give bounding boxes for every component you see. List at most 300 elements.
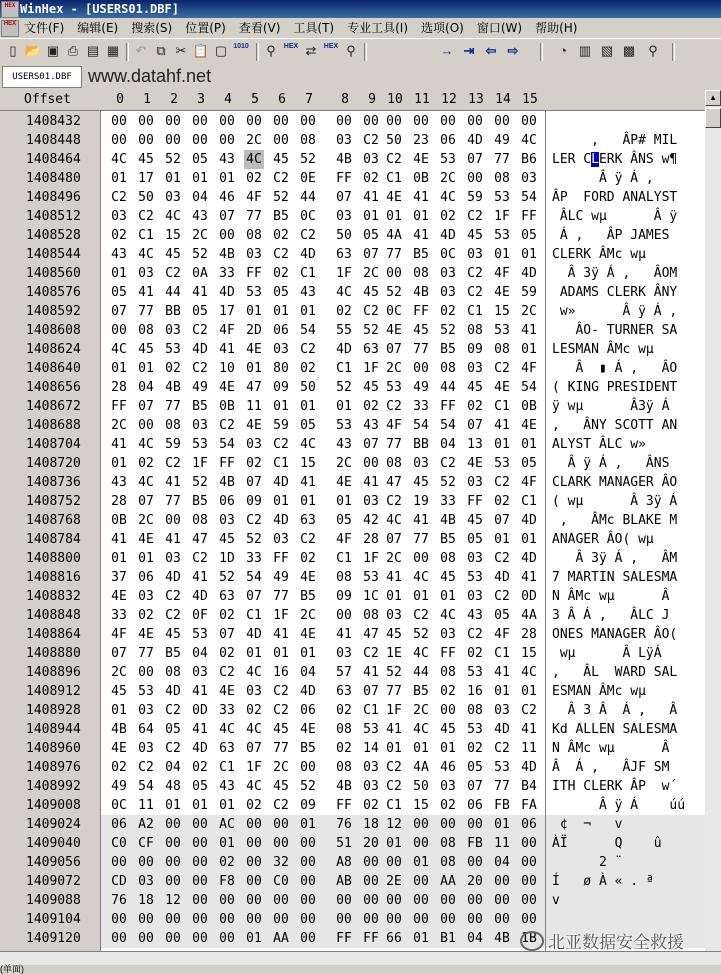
- hex-byte[interactable]: 00: [440, 114, 456, 129]
- hex-byte[interactable]: 0C: [111, 798, 127, 813]
- hex-byte[interactable]: 45: [440, 722, 456, 737]
- hex-byte[interactable]: C2: [467, 285, 483, 300]
- text-row[interactable]: ANAGER ÂO( wµ: [552, 532, 678, 547]
- hex-byte[interactable]: 00: [467, 817, 483, 832]
- hex-byte[interactable]: C2: [138, 760, 154, 775]
- hex-byte[interactable]: 08: [413, 266, 429, 281]
- hex-byte[interactable]: 05: [192, 152, 208, 167]
- hex-row[interactable]: [101, 606, 545, 625]
- hex-byte[interactable]: 77: [386, 247, 402, 262]
- hex-byte[interactable]: 0C: [386, 304, 402, 319]
- hex-byte[interactable]: 03: [165, 190, 181, 205]
- hex-byte[interactable]: 00: [111, 133, 127, 148]
- hex-byte[interactable]: 00: [246, 114, 262, 129]
- hex-byte[interactable]: 03: [138, 703, 154, 718]
- text-cursor[interactable]: L: [591, 152, 599, 167]
- hex-byte[interactable]: 03: [440, 266, 456, 281]
- text-row[interactable]: 3 Â Á , ÂLC J: [552, 608, 670, 623]
- hex-byte[interactable]: 01: [363, 209, 379, 224]
- hex-byte[interactable]: C2: [440, 456, 456, 471]
- hex-byte[interactable]: 41: [494, 418, 510, 433]
- hex-byte[interactable]: 1F: [336, 266, 352, 281]
- hex-byte[interactable]: 06: [111, 817, 127, 832]
- hex-byte[interactable]: 4E: [138, 627, 154, 642]
- hex-byte[interactable]: 03: [336, 133, 352, 148]
- hex-byte[interactable]: 00: [467, 171, 483, 186]
- hex-byte[interactable]: 4D: [521, 760, 537, 775]
- hex-byte[interactable]: 53: [467, 570, 483, 585]
- hex-byte[interactable]: 00: [111, 912, 127, 927]
- hex-row[interactable]: [101, 245, 545, 264]
- hex-byte[interactable]: 00: [363, 855, 379, 870]
- hex-byte[interactable]: 2C: [413, 703, 429, 718]
- save-icon[interactable]: ▣: [46, 43, 60, 58]
- hex-byte[interactable]: 08: [440, 855, 456, 870]
- hex-byte[interactable]: 52: [246, 532, 262, 547]
- hex-byte[interactable]: FF: [363, 931, 379, 946]
- hex-byte[interactable]: 01: [138, 361, 154, 376]
- goto-offset-icon[interactable]: ⇥: [463, 43, 475, 58]
- cut-icon[interactable]: ✂: [175, 43, 187, 58]
- hex-byte[interactable]: 41: [300, 475, 316, 490]
- hex-byte[interactable]: 49: [273, 570, 289, 585]
- hex-byte[interactable]: 77: [386, 684, 402, 699]
- hex-byte[interactable]: 52: [165, 152, 181, 167]
- hex-byte[interactable]: 4D: [467, 133, 483, 148]
- hex-byte[interactable]: 02: [219, 608, 235, 623]
- undo-icon[interactable]: ↶: [135, 43, 147, 58]
- hex-byte[interactable]: 49: [111, 779, 127, 794]
- hex-byte[interactable]: 46: [440, 760, 456, 775]
- menu-item[interactable]: 帮助(H): [535, 21, 578, 35]
- hex-byte[interactable]: 63: [336, 684, 352, 699]
- hex-byte[interactable]: 33: [246, 551, 262, 566]
- hex-byte[interactable]: 00: [246, 912, 262, 927]
- hex-byte[interactable]: 0B: [521, 399, 537, 414]
- hex-byte[interactable]: 08: [138, 323, 154, 338]
- hex-row[interactable]: [101, 777, 545, 796]
- hex-byte[interactable]: 41: [138, 285, 154, 300]
- hex-byte[interactable]: 52: [413, 627, 429, 642]
- hex-byte[interactable]: B5: [300, 589, 316, 604]
- hex-byte[interactable]: 41: [413, 228, 429, 243]
- hex-byte[interactable]: 08: [494, 342, 510, 357]
- hex-byte[interactable]: 57: [336, 665, 352, 680]
- hex-byte[interactable]: 4E: [494, 380, 510, 395]
- hex-byte[interactable]: B5: [273, 209, 289, 224]
- hex-byte[interactable]: 50: [413, 779, 429, 794]
- text-row[interactable]: ( wµ Â 3ÿ Á: [552, 494, 678, 509]
- hex-byte[interactable]: 08: [336, 570, 352, 585]
- hex-byte[interactable]: B4: [521, 779, 537, 794]
- hex-byte[interactable]: 52: [440, 323, 456, 338]
- hex-byte[interactable]: 4E: [521, 418, 537, 433]
- hex-byte[interactable]: 00: [192, 836, 208, 851]
- hex-byte[interactable]: 07: [111, 304, 127, 319]
- hex-byte[interactable]: 02: [363, 399, 379, 414]
- text-row[interactable]: Â ÿ Á ,: [552, 171, 678, 186]
- hex-byte[interactable]: 53: [138, 684, 154, 699]
- hex-byte[interactable]: 01: [111, 456, 127, 471]
- hex-row[interactable]: [101, 131, 545, 150]
- hex-byte[interactable]: C2: [413, 608, 429, 623]
- hex-byte[interactable]: 77: [494, 779, 510, 794]
- hex-byte[interactable]: 41: [165, 475, 181, 490]
- hex-row[interactable]: [101, 644, 545, 663]
- hex-byte[interactable]: 53: [363, 570, 379, 585]
- hex-byte[interactable]: C2: [165, 608, 181, 623]
- hex-byte[interactable]: 02: [336, 703, 352, 718]
- hex-row[interactable]: [101, 910, 545, 929]
- hex-byte[interactable]: 1F: [494, 209, 510, 224]
- hex-byte[interactable]: 07: [467, 418, 483, 433]
- hex-byte[interactable]: 00: [192, 114, 208, 129]
- hex-byte[interactable]: C1: [246, 608, 262, 623]
- hex-byte[interactable]: FF: [219, 456, 235, 471]
- menu-item[interactable]: 选项(O): [421, 21, 464, 35]
- hex-byte[interactable]: C1: [138, 228, 154, 243]
- hex-byte[interactable]: 00: [336, 912, 352, 927]
- hex-byte[interactable]: 00: [300, 855, 316, 870]
- hex-byte[interactable]: 10: [219, 361, 235, 376]
- hex-byte[interactable]: C2: [363, 646, 379, 661]
- hex-byte[interactable]: 53: [494, 760, 510, 775]
- hex-byte[interactable]: CF: [138, 836, 154, 851]
- hex-byte[interactable]: 07: [138, 399, 154, 414]
- hex-byte[interactable]: 00: [363, 114, 379, 129]
- hex-byte[interactable]: 52: [386, 665, 402, 680]
- hex-byte[interactable]: AA: [273, 931, 289, 946]
- menu-item[interactable]: 文件(F): [24, 21, 65, 35]
- hex-byte[interactable]: 4C: [386, 513, 402, 528]
- hex-byte[interactable]: 59: [273, 418, 289, 433]
- hex-byte[interactable]: 45: [413, 323, 429, 338]
- hex-byte[interactable]: 01: [300, 494, 316, 509]
- hex-byte[interactable]: C2: [246, 513, 262, 528]
- hex-byte[interactable]: 41: [192, 684, 208, 699]
- hex-byte[interactable]: 4D: [165, 570, 181, 585]
- hex-byte[interactable]: 02: [165, 361, 181, 376]
- hex-byte[interactable]: 00: [521, 836, 537, 851]
- hex-byte[interactable]: 00: [165, 114, 181, 129]
- hex-byte[interactable]: 00: [413, 836, 429, 851]
- hex-byte[interactable]: 4F: [494, 627, 510, 642]
- hex-byte[interactable]: 41: [336, 627, 352, 642]
- hex-byte[interactable]: 09: [246, 494, 262, 509]
- hex-byte[interactable]: 00: [111, 855, 127, 870]
- hex-byte[interactable]: 02: [300, 361, 316, 376]
- hex-row[interactable]: [101, 321, 545, 340]
- hex-byte[interactable]: 54: [300, 323, 316, 338]
- hex-byte[interactable]: 4C: [336, 285, 352, 300]
- hex-byte[interactable]: 07: [386, 342, 402, 357]
- text-row[interactable]: Â ÿ Á , ÂNS: [552, 456, 678, 471]
- ram-icon[interactable]: ▥: [578, 43, 592, 58]
- text-row[interactable]: N ÂMc wµ Â: [552, 741, 678, 756]
- hex-row[interactable]: [101, 720, 545, 739]
- hex-byte[interactable]: 1F: [273, 608, 289, 623]
- hex-byte[interactable]: 01: [336, 494, 352, 509]
- hex-byte[interactable]: FF: [467, 494, 483, 509]
- hex-byte[interactable]: FF: [336, 931, 352, 946]
- hex-byte[interactable]: 03: [138, 266, 154, 281]
- hex-byte[interactable]: 01: [165, 798, 181, 813]
- hex-byte[interactable]: 45: [440, 570, 456, 585]
- hex-row[interactable]: [101, 568, 545, 587]
- hex-byte[interactable]: 00: [467, 114, 483, 129]
- hex-byte[interactable]: 53: [494, 323, 510, 338]
- hex-byte[interactable]: 41: [413, 513, 429, 528]
- hex-byte[interactable]: 00: [111, 323, 127, 338]
- hex-byte[interactable]: 15: [521, 646, 537, 661]
- hex-byte[interactable]: 06: [300, 703, 316, 718]
- hex-byte[interactable]: B5: [192, 494, 208, 509]
- hex-byte[interactable]: 00: [273, 893, 289, 908]
- hex-byte[interactable]: 4E: [467, 456, 483, 471]
- hex-byte[interactable]: 04: [192, 190, 208, 205]
- hex-byte[interactable]: 00: [165, 817, 181, 832]
- hex-byte[interactable]: C1: [521, 494, 537, 509]
- hex-byte[interactable]: 00: [521, 874, 537, 889]
- hex-byte[interactable]: 01: [219, 171, 235, 186]
- hex-byte[interactable]: 41: [111, 437, 127, 452]
- hex-byte[interactable]: 07: [494, 513, 510, 528]
- hex-byte[interactable]: 03: [467, 247, 483, 262]
- hex-byte[interactable]: 00: [300, 893, 316, 908]
- hex-byte[interactable]: 02: [440, 798, 456, 813]
- hex-byte[interactable]: 00: [138, 133, 154, 148]
- hex-byte[interactable]: 09: [273, 380, 289, 395]
- hex-byte[interactable]: 08: [246, 228, 262, 243]
- hex-byte[interactable]: 07: [111, 646, 127, 661]
- hex-byte[interactable]: 54: [246, 570, 262, 585]
- hex-row[interactable]: [101, 283, 545, 302]
- hex-byte[interactable]: 11: [521, 741, 537, 756]
- hex-byte[interactable]: 01: [192, 798, 208, 813]
- hex-byte[interactable]: 2C: [440, 171, 456, 186]
- hex-byte[interactable]: C2: [386, 399, 402, 414]
- hex-byte[interactable]: 00: [246, 855, 262, 870]
- hex-byte[interactable]: 77: [413, 532, 429, 547]
- hex-byte[interactable]: 4D: [165, 684, 181, 699]
- hex-byte[interactable]: 63: [219, 589, 235, 604]
- hex-byte[interactable]: 4F: [219, 323, 235, 338]
- hex-byte[interactable]: 4B: [219, 247, 235, 262]
- hex-byte[interactable]: 03: [467, 551, 483, 566]
- hex-byte[interactable]: 77: [138, 304, 154, 319]
- hex-byte[interactable]: 00: [273, 114, 289, 129]
- hex-byte[interactable]: 15: [413, 798, 429, 813]
- hex-byte[interactable]: 07: [363, 437, 379, 452]
- hex-row[interactable]: [101, 701, 545, 720]
- hex-row[interactable]: [101, 150, 545, 169]
- hex-byte[interactable]: 11: [138, 798, 154, 813]
- hex-byte[interactable]: 00: [300, 874, 316, 889]
- hex-byte[interactable]: 45: [413, 475, 429, 490]
- hex-byte[interactable]: 01: [246, 646, 262, 661]
- hex-byte[interactable]: 16: [273, 665, 289, 680]
- menu-item[interactable]: 编辑(E): [77, 21, 119, 35]
- hex-byte[interactable]: 51: [336, 836, 352, 851]
- text-row[interactable]: ITH CLERK ÂP w´: [552, 779, 678, 794]
- hex-byte[interactable]: 03: [440, 627, 456, 642]
- hex-byte[interactable]: 01: [413, 855, 429, 870]
- hex-byte[interactable]: 03: [138, 741, 154, 756]
- hex-byte[interactable]: 4C: [413, 722, 429, 737]
- hex-byte[interactable]: 52: [192, 247, 208, 262]
- hex-row[interactable]: [101, 758, 545, 777]
- hex-byte[interactable]: 77: [273, 741, 289, 756]
- hex-byte[interactable]: 41: [111, 532, 127, 547]
- hex-row[interactable]: [101, 169, 545, 188]
- hex-byte[interactable]: 4D: [192, 589, 208, 604]
- hex-byte[interactable]: 01: [386, 209, 402, 224]
- text-row[interactable]: Â 3 Â Á , Â: [552, 703, 678, 718]
- hex-byte[interactable]: 32: [273, 855, 289, 870]
- scroll-up-icon[interactable]: ▲: [705, 90, 721, 106]
- hex-byte[interactable]: 05: [192, 304, 208, 319]
- hex-byte[interactable]: 01: [413, 209, 429, 224]
- text-row[interactable]: CLERK ÂMc wµ: [552, 247, 678, 262]
- hex-byte[interactable]: 77: [165, 494, 181, 509]
- hex-row[interactable]: [101, 834, 545, 853]
- hex-byte[interactable]: 49: [192, 380, 208, 395]
- goto-icon[interactable]: →: [440, 43, 454, 58]
- hex-byte[interactable]: 0B: [111, 513, 127, 528]
- hex-row[interactable]: [101, 929, 545, 948]
- hex-byte[interactable]: 08: [363, 608, 379, 623]
- hex-byte[interactable]: 11: [246, 399, 262, 414]
- hex-byte[interactable]: 02: [336, 741, 352, 756]
- hex-byte[interactable]: 00: [192, 817, 208, 832]
- hex-byte[interactable]: 01: [273, 646, 289, 661]
- hex-byte[interactable]: 09: [300, 798, 316, 813]
- hex-byte[interactable]: 00: [386, 266, 402, 281]
- hex-byte[interactable]: 44: [413, 665, 429, 680]
- hex-byte[interactable]: 1B: [521, 931, 537, 946]
- hex-byte[interactable]: 00: [494, 893, 510, 908]
- hex-byte[interactable]: 1D: [219, 551, 235, 566]
- hex-byte[interactable]: 4B: [111, 722, 127, 737]
- menu-item[interactable]: 位置(P): [185, 21, 226, 35]
- disk-icon[interactable]: ◔: [559, 43, 567, 58]
- hex-byte[interactable]: 4C: [300, 437, 316, 452]
- hex-row[interactable]: [101, 359, 545, 378]
- hex-byte[interactable]: 08: [386, 456, 402, 471]
- hex-byte[interactable]: 4C: [165, 209, 181, 224]
- hex-byte[interactable]: 54: [219, 437, 235, 452]
- hex-byte[interactable]: 43: [336, 437, 352, 452]
- hex-byte[interactable]: 44: [440, 380, 456, 395]
- hex-byte[interactable]: 03: [138, 589, 154, 604]
- hex-byte[interactable]: 43: [219, 152, 235, 167]
- hex-byte[interactable]: 02: [246, 798, 262, 813]
- hex-byte[interactable]: 41: [494, 665, 510, 680]
- hex-byte[interactable]: C2: [386, 494, 402, 509]
- hex-byte[interactable]: 05: [192, 779, 208, 794]
- hex-byte[interactable]: C2: [192, 361, 208, 376]
- hex-byte[interactable]: 43: [111, 475, 127, 490]
- hex-byte[interactable]: 45: [165, 627, 181, 642]
- hex-byte[interactable]: 02: [273, 266, 289, 281]
- text-row[interactable]: , ÂP# MIL: [552, 133, 678, 148]
- text-row[interactable]: ALYST ÂLC w»: [552, 437, 678, 452]
- hex-byte[interactable]: 1F: [192, 456, 208, 471]
- hex-byte[interactable]: 02: [336, 304, 352, 319]
- hex-byte[interactable]: 08: [440, 361, 456, 376]
- text-row[interactable]: [546, 910, 705, 929]
- hex-byte[interactable]: 00: [246, 893, 262, 908]
- hex-byte[interactable]: 01: [219, 798, 235, 813]
- hex-row[interactable]: [101, 473, 545, 492]
- vertical-scrollbar[interactable]: [705, 90, 721, 951]
- hex-byte[interactable]: 4B: [336, 779, 352, 794]
- hex-byte[interactable]: 00: [300, 760, 316, 775]
- hex-byte[interactable]: B5: [413, 247, 429, 262]
- hex-byte[interactable]: 28: [111, 494, 127, 509]
- hex-byte[interactable]: 0B: [219, 399, 235, 414]
- hex-byte[interactable]: 00: [138, 418, 154, 433]
- hex-byte[interactable]: 05: [467, 760, 483, 775]
- hex-byte[interactable]: 06: [467, 798, 483, 813]
- hex-byte[interactable]: 41: [273, 627, 289, 642]
- hex-byte[interactable]: 33: [219, 266, 235, 281]
- hex-byte[interactable]: C2: [273, 247, 289, 262]
- hex-byte[interactable]: 4F: [336, 532, 352, 547]
- hex-byte[interactable]: B5: [413, 684, 429, 699]
- hex-byte[interactable]: 4E: [386, 323, 402, 338]
- hex-byte[interactable]: C2: [165, 703, 181, 718]
- hex-byte[interactable]: A2: [138, 817, 154, 832]
- hex-byte[interactable]: 00: [111, 114, 127, 129]
- hex-byte[interactable]: 18: [363, 817, 379, 832]
- hex-byte[interactable]: 01: [111, 551, 127, 566]
- hex-byte[interactable]: 77: [494, 152, 510, 167]
- hex-byte[interactable]: 01: [273, 399, 289, 414]
- hex-byte[interactable]: 01: [521, 342, 537, 357]
- hex-byte[interactable]: 4B: [165, 380, 181, 395]
- document-hex-icon[interactable]: HEX: [1, 20, 19, 37]
- hex-row[interactable]: [101, 796, 545, 815]
- hex-byte[interactable]: FF: [413, 304, 429, 319]
- hex-byte[interactable]: 01: [494, 817, 510, 832]
- hex-byte[interactable]: 28: [521, 627, 537, 642]
- hex-byte[interactable]: 41: [192, 722, 208, 737]
- hex-byte[interactable]: 19: [413, 494, 429, 509]
- hex-byte[interactable]: 45: [138, 152, 154, 167]
- hex-byte[interactable]: 08: [440, 665, 456, 680]
- hex-byte[interactable]: 01: [192, 171, 208, 186]
- hex-byte[interactable]: 02: [363, 171, 379, 186]
- hex-byte[interactable]: FB: [494, 798, 510, 813]
- hex-byte[interactable]: 41: [192, 570, 208, 585]
- hex-byte[interactable]: 01: [300, 646, 316, 661]
- copy-icon[interactable]: ⧉: [156, 43, 166, 58]
- hex-byte[interactable]: 02: [246, 703, 262, 718]
- hex-byte[interactable]: 08: [300, 133, 316, 148]
- hex-byte[interactable]: 01: [521, 684, 537, 699]
- hex-byte[interactable]: 00: [246, 817, 262, 832]
- hex-byte[interactable]: C1: [363, 703, 379, 718]
- find-hex-icon[interactable]: HEX: [283, 43, 299, 50]
- hex-byte[interactable]: 44: [165, 285, 181, 300]
- hex-byte[interactable]: C2: [165, 266, 181, 281]
- text-row[interactable]: ADAMS CLERK ÂNY: [552, 285, 678, 300]
- hex-byte[interactable]: 00: [192, 874, 208, 889]
- hex-byte[interactable]: 08: [336, 722, 352, 737]
- hex-byte[interactable]: 4C: [246, 665, 262, 680]
- hex-byte[interactable]: 41: [219, 342, 235, 357]
